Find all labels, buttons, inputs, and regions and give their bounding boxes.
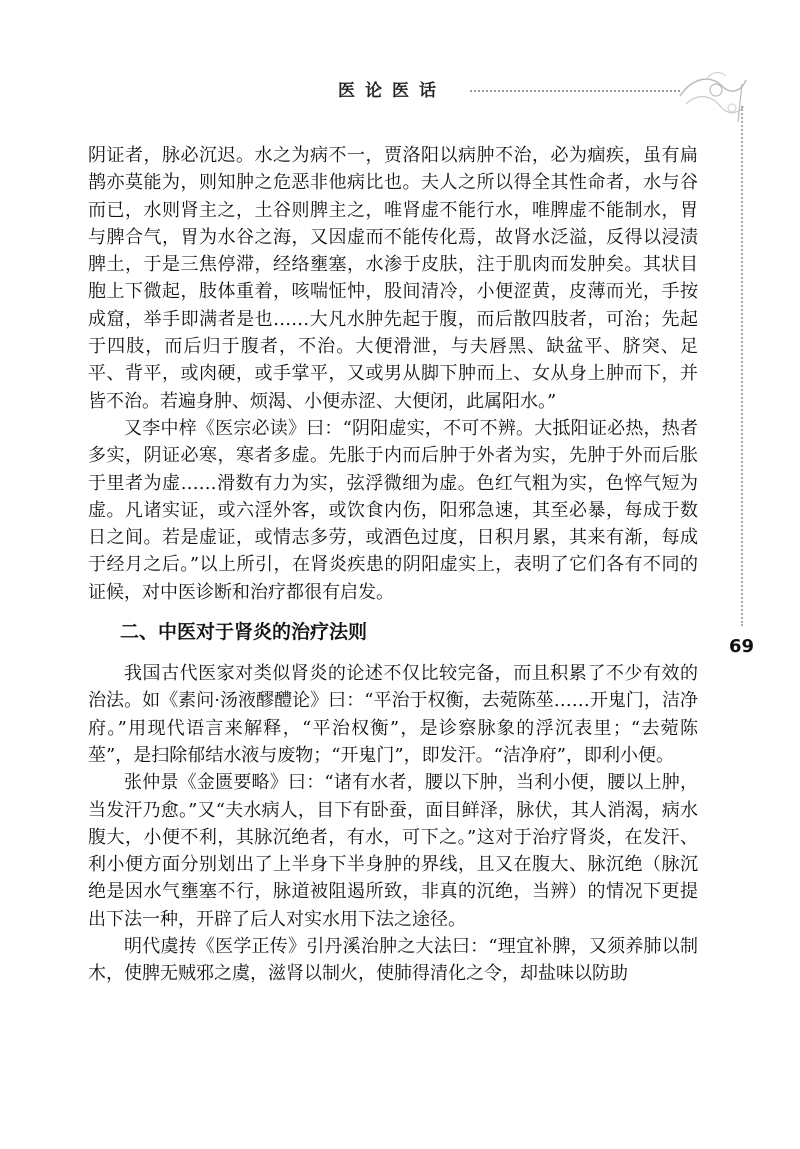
floral-ornament-icon [676, 66, 748, 128]
paragraph: 我国古代医家对类似肾炎的论述不仅比较完备，而且积累了不少有效的治法。如《素问·汤液醪醴论》曰：“平治于权衡，去菀陈莝……开鬼门，洁净府。”用现代语言来解释，“平治权衡”，是诊察脉象的浮沉表里；“去菀陈莝”，是扫除郁结水液与废物；“开鬼门”，即发汗。“洁净府”，即利小便。 [88, 663, 698, 766]
margin-dotted-rule [741, 106, 743, 626]
page-body [88, 142, 698, 988]
paragraph: 明代虞抟《医学正传》引丹溪治肿之大法曰：“理宜补脾，又须养肺以制木，使脾无贼邪之虞，滋肾以制火，使肺得清化之令，却盐味以防助 [88, 936, 698, 985]
section-heading: 二、中医对于肾炎的治疗法则 [120, 621, 368, 644]
paragraph: 又李中梓《医宗必读》曰：“阴阳虚实，不可不辨。大抵阳证必热，热者多实，阴证必寒，寒者多虚。先胀于内而后肿于外者为实，先肿于外而后胀于里者为虚……滑数有力为实，弦浮微细为虚。色红气粗为实，色悴气短为虚。凡诸实证，或六淫外客，或饮食内伤，阳邪急速，其至必暴，每成于数日之间。若是虚证，或情志多劳，或酒色过度，日积月累，其来有渐，每成于经月之后。”以上所引，在肾炎疾患的阴阳虚实上，表明了它们各有不同的证候，对中医诊断和治疗都很有启发。 [88, 417, 698, 603]
running-header: 医论医话 [338, 81, 446, 101]
paragraph-continued: 阴证者，脉必沉迟。水之为病不一，贾洛阳以病肿不治，必为痼疾，虽有扁鹊亦莫能为，则知肿之危恶非他病比也。夫人之所以得全其性命者，水与谷而已，水则肾主之，土谷则脾主之，唯肾虚不能行水，唯脾虚不能制水，胃与脾合气，胃为水谷之海，又因虚而不能传化焉，故肾水泛溢，反得以浸渍脾土，于是三焦停滞，经络壅塞，水渗于皮肤，注于肌肉而发肿矣。其状目胞上下微起，肢体重着，咳喘怔忡，股间清冷，小便涩黄，皮薄而光，手按成窟，举手即满者是也……大凡水肿先起于腹，而后散四肢者，可治；先起于四肢，而后归于腹者，不治。大便滑泄，与夫唇黑、缺盆平、脐突、足平、背平，或肉硬，或手掌平，又或男从脚下肿而上、女从身上肿而下，并皆不治。若遍身肿、烦渴、小便赤涩、大便闭，此属阳水。” [88, 145, 698, 412]
header-dotted-rule [470, 90, 680, 92]
paragraph: 张仲景《金匮要略》曰：“诸有水者，腰以下肿，当利小便，腰以上肿，当发汗乃愈。”又“夫水病人，目下有卧蚕，面目鲜泽，脉伏，其人消渴，病水腹大，小便不利，其脉沉绝者，有水，可下之。”这对于治疗肾炎，在发汗、利小便方面分别划出了上半身下半身肿的界线，且又在腹大、脉沉绝（脉沉绝是因水气壅塞不行，脉道被阻遏所致，非真的沉绝，当辨）的情况下更提出下法一种，开辟了后人对实水用下法之途径。 [88, 772, 698, 930]
page-number: 69 [729, 636, 755, 657]
